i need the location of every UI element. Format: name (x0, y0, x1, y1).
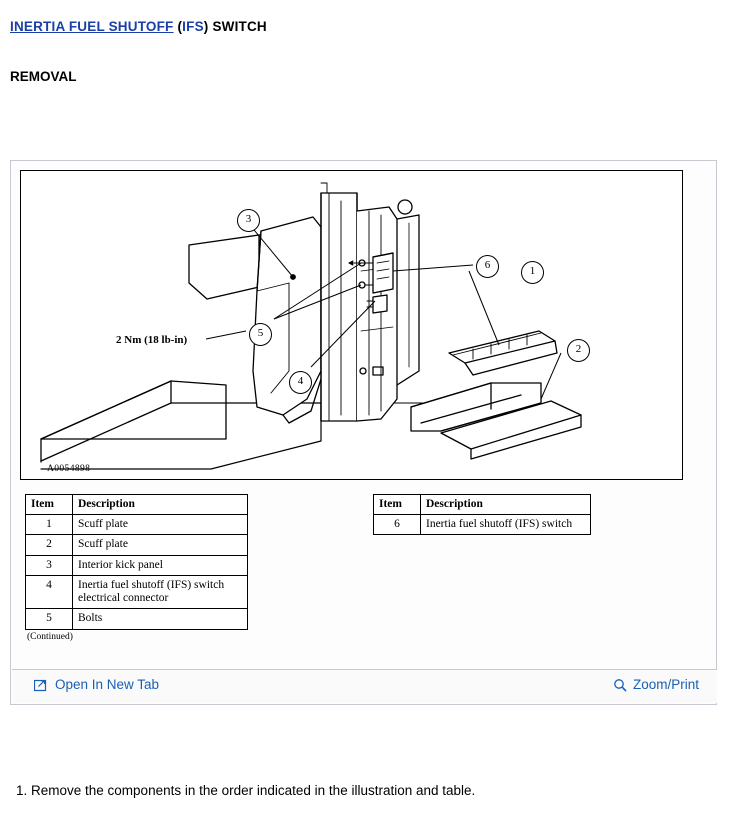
magnifier-icon (613, 678, 627, 692)
column-header-description: Description (73, 495, 248, 515)
cell-description: Inertia fuel shutoff (IFS) switch electrical connector (73, 575, 248, 608)
zoom-print-label: Zoom/Print (632, 677, 699, 692)
cell-item: 4 (26, 575, 73, 608)
table-header-row (374, 495, 591, 515)
external-link-icon (34, 678, 48, 692)
parts-table-left-wrapper (25, 494, 248, 642)
callout-1: 1 (521, 261, 544, 284)
page-title-suffix: SWITCH (212, 19, 267, 34)
figure-id-label: A0054898 (47, 464, 91, 474)
open-in-new-tab-button[interactable] (34, 677, 159, 692)
callout-4: 4 (289, 371, 312, 394)
parts-table-right-wrapper (373, 494, 591, 535)
table-row (26, 555, 248, 575)
cell-item: 1 (26, 515, 73, 535)
table-header-row (26, 495, 248, 515)
table-row (26, 575, 248, 608)
table-row (26, 609, 248, 629)
page-title-link[interactable]: INERTIA FUEL SHUTOFF (10, 19, 174, 34)
column-header-item: Item (26, 495, 73, 515)
cell-description: Bolts (73, 609, 248, 629)
cell-description: Scuff plate (73, 515, 248, 535)
page-right-gutter (717, 0, 731, 821)
page-title (10, 19, 267, 34)
callout-6: 6 (476, 255, 499, 278)
section-subtitle: REMOVAL (10, 69, 77, 84)
page-title-paren-open: ( (173, 19, 183, 34)
zoom-print-button[interactable] (613, 677, 699, 692)
cell-description: Interior kick panel (73, 555, 248, 575)
cell-item: 5 (26, 609, 73, 629)
callout-3: 3 (237, 209, 260, 232)
page-title-ifs: IFS (182, 19, 204, 34)
procedure-step-1: 1. Remove the components in the order indicated in the illustration and table. (16, 783, 476, 798)
column-header-item: Item (374, 495, 421, 515)
callout-2: 2 (567, 339, 590, 362)
illustration-image[interactable] (20, 170, 683, 480)
cell-description: Scuff plate (73, 535, 248, 555)
parts-table-right (373, 494, 591, 535)
callout-5: 5 (249, 323, 272, 346)
illustration-panel (10, 160, 717, 705)
parts-table-left (25, 494, 248, 630)
cell-item: 6 (374, 515, 421, 535)
table-row (26, 515, 248, 535)
illustration-footer-bar (12, 669, 717, 703)
cell-description: Inertia fuel shutoff (IFS) switch (421, 515, 591, 535)
open-in-new-tab-label: Open In New Tab (55, 677, 160, 692)
cell-item: 3 (26, 555, 73, 575)
column-header-description: Description (421, 495, 591, 515)
table-row (26, 535, 248, 555)
table-row (374, 515, 591, 535)
continued-note: (Continued) (27, 631, 73, 642)
cell-item: 2 (26, 535, 73, 555)
torque-spec-label: 2 Nm (18 lb-in) (116, 334, 188, 346)
vehicle-diagram-svg (21, 171, 682, 479)
page-title-paren-close: ) (203, 19, 213, 34)
